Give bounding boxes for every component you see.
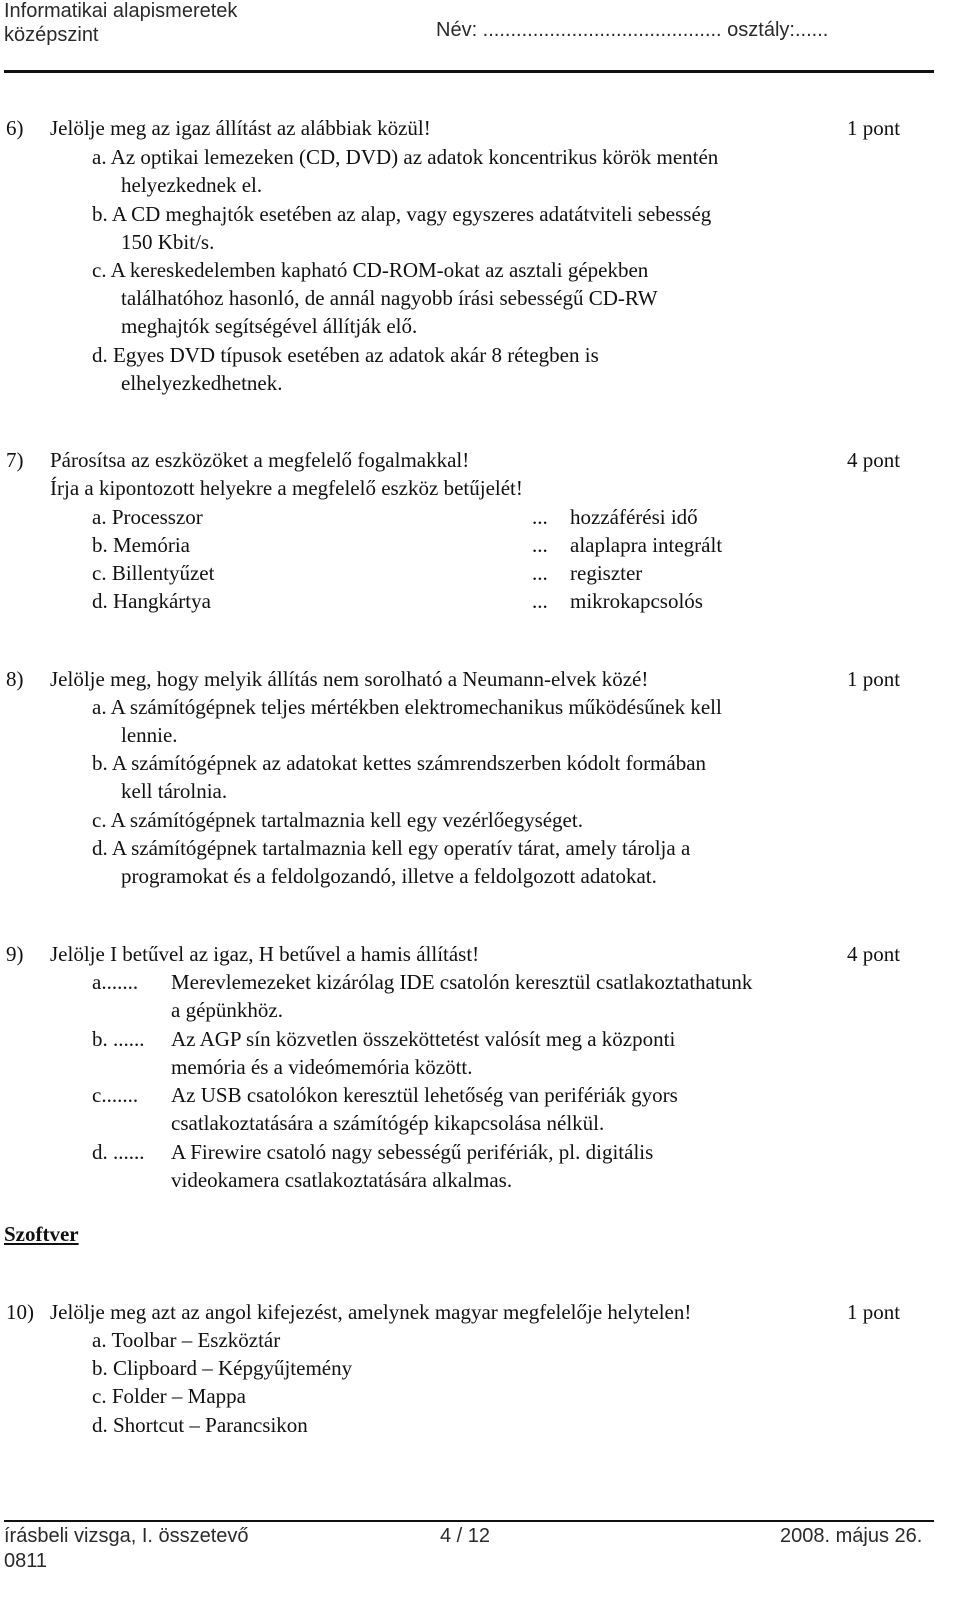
concept-item: regiszter [570,561,643,585]
answer-blank[interactable]: ... [532,561,548,585]
statement-c: Az USB csatolókon keresztül lehetőség van perifériák gyors [171,1083,678,1107]
device-item: d. Hangkártya [92,589,211,613]
name-class-field: Név: ........................................... osztály:...... [436,19,829,41]
concept-item: hozzáférési idő [570,505,698,529]
option-b-cont: 150 Kbit/s. [121,230,215,254]
points-badge: 4 pont [847,942,901,966]
statement-b: Az AGP sín közvetlen összeköttetést valósít meg a központi [171,1027,676,1051]
question-instruction: Írja a kipontozott helyekre a megfelelő eszköz betűjelét! [50,476,523,500]
device-item: c. Billentyűzet [92,561,215,585]
option-a-cont: helyezkednek el. [121,173,263,197]
answer-blank[interactable]: d. ...... [92,1140,145,1164]
statement-d: A Firewire csatoló nagy sebességű perifériák, pl. digitális [171,1140,654,1164]
points-badge: 4 pont [847,448,901,472]
option-c[interactable]: c. A kereskedelemben kapható CD-ROM-okat az asztali gépekben [92,258,649,282]
statement-a-cont: a gépünkhöz. [171,998,283,1022]
exam-code: 0811 [4,1550,48,1572]
option-d-cont: programokat és a feldolgozandó, illetve a feldolgozott adatokat. [121,864,657,888]
device-item: a. Processzor [92,505,203,529]
header-rule [4,70,934,73]
question-number: 6) [6,116,24,140]
footer-rule [4,1520,934,1522]
question-prompt: Jelölje meg azt az angol kifejezést, amelynek magyar megfelelője helytelen! [50,1300,692,1324]
option-b[interactable]: b. A számítógépnek az adatokat kettes számrendszerben kódolt formában [92,751,707,775]
question-prompt: Jelölje meg az igaz állítást az alábbiak közül! [50,116,431,140]
subject-title: Informatikai alapismeretek [4,0,238,22]
statement-a: Merevlemezeket kizárólag IDE csatolón keresztül csatlakoztathatunk [171,970,753,994]
option-c-cont: meghajtók segítségével állítják elő. [121,314,418,338]
option-a[interactable]: a. A számítógépnek teljes mértékben elektromechanikus működésűnek kell [92,695,722,719]
question-prompt: Jelölje meg, hogy melyik állítás nem sorolható a Neumann-elvek közé! [50,667,649,691]
option-d[interactable]: d. Egyes DVD típusok esetében az adatok akár 8 rétegben is [92,343,599,367]
section-heading: Szoftver [4,1222,79,1246]
points-badge: 1 pont [847,667,901,691]
question-number: 10) [6,1300,34,1324]
page-number: 4 / 12 [440,1525,491,1547]
points-badge: 1 pont [847,116,901,140]
option-b[interactable]: b. A CD meghajtók esetében az alap, vagy egyszeres adatátviteli sebesség [92,202,712,226]
option-a[interactable]: a. Toolbar – Eszköztár [92,1328,281,1352]
device-item: b. Memória [92,533,190,557]
question-prompt: Párosítsa az eszközöket a megfelelő fogalmakkal! [50,448,470,472]
answer-blank[interactable]: b. ...... [92,1027,145,1051]
concept-item: alaplapra integrált [570,533,723,557]
option-c[interactable]: c. A számítógépnek tartalmaznia kell egy vezérlőegységet. [92,808,583,832]
statement-c-cont: csatlakoztatására a számítógép kikapcsolása nélkül. [171,1111,605,1135]
statement-d-cont: videokamera csatlakoztatására alkalmas. [171,1168,513,1192]
page-header [0,0,960,78]
level-label: középszint [4,24,99,46]
answer-blank[interactable]: ... [532,505,548,529]
option-c[interactable]: c. Folder – Mappa [92,1384,246,1408]
question-number: 8) [6,667,24,691]
option-c-cont: találhatóhoz hasonló, de annál nagyobb írási sebességű CD-RW [121,286,658,310]
option-b[interactable]: b. Clipboard – Képgyűjtemény [92,1356,353,1380]
answer-blank[interactable]: a....... [92,970,139,994]
exam-date: 2008. május 26. [780,1525,923,1547]
answer-blank[interactable]: c....... [92,1083,139,1107]
option-a[interactable]: a. Az optikai lemezeken (CD, DVD) az adatok koncentrikus körök mentén [92,145,719,169]
option-d[interactable]: d. A számítógépnek tartalmaznia kell egy operatív tárat, amely tárolja a [92,836,691,860]
option-d[interactable]: d. Shortcut – Parancsikon [92,1413,308,1437]
option-d-cont: elhelyezkedhetnek. [121,371,283,395]
question-number: 7) [6,448,24,472]
statement-b-cont: memória és a videómemória között. [171,1055,473,1079]
exam-label: írásbeli vizsga, I. összetevő [4,1525,249,1547]
points-badge: 1 pont [847,1300,901,1324]
question-prompt: Jelölje I betűvel az igaz, H betűvel a hamis állítást! [50,942,480,966]
answer-blank[interactable]: ... [532,589,548,613]
option-b-cont: kell tárolnia. [121,779,228,803]
concept-item: mikrokapcsolós [570,589,703,613]
option-a-cont: lennie. [121,723,178,747]
question-number: 9) [6,942,24,966]
answer-blank[interactable]: ... [532,533,548,557]
